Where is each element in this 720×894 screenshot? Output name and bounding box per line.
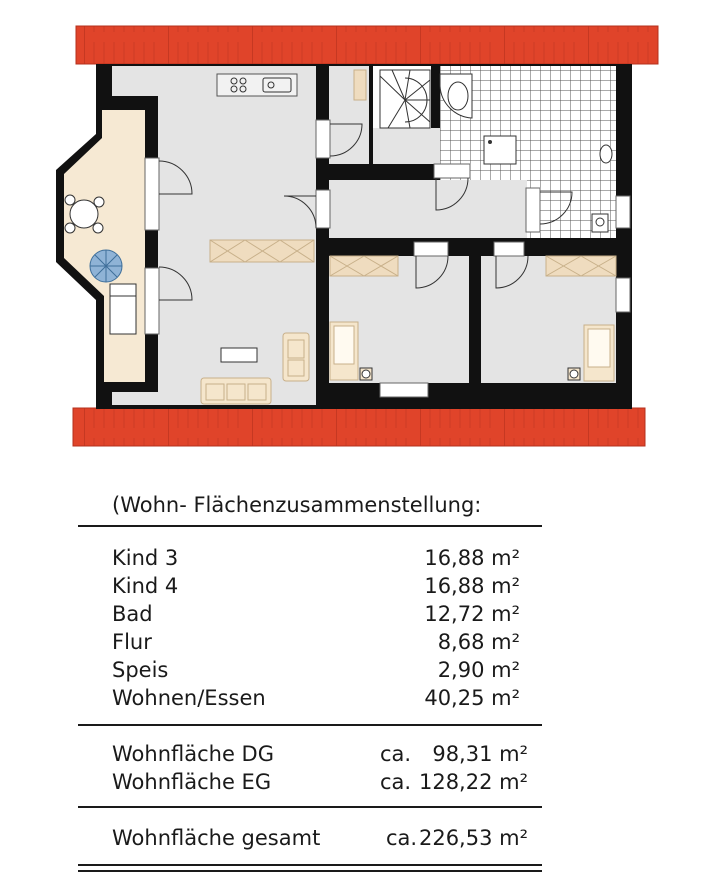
divider [78,724,542,726]
room-area: 16,88 m² [424,574,520,598]
window [145,268,159,334]
double-rule-bottom [78,870,542,872]
window [414,242,448,256]
room-area: 16,88 m² [424,546,520,570]
bed-icon [330,322,358,380]
hall-floor [329,180,527,238]
divider [78,525,542,527]
window [616,196,630,228]
roof-top [76,26,658,64]
total-prefix: ca. [386,826,418,850]
room-name: Kind 4 [112,574,179,598]
total-area: 226,53 m² [418,826,528,850]
parasol-icon [90,250,122,282]
window [316,120,330,158]
pantry-shelf [354,70,366,100]
sofa-icon [201,378,271,404]
toilet-icon [592,214,608,232]
floor-name: Wohnfläche EG [112,770,272,794]
room-area: 8,68 m² [437,630,520,654]
floor-prefix: ca. [380,742,412,766]
floor-area: 98,31 m² [432,742,528,766]
window [494,242,524,256]
wardrobe [330,256,398,276]
room-area: 2,90 m² [437,658,520,682]
total-name: Wohnfläche gesamt [112,826,321,850]
room-area: 12,72 m² [424,602,520,626]
bed-icon [584,325,614,381]
balcony-floor [64,110,145,382]
round-table-icon [65,195,104,233]
coffee-table [221,348,257,362]
floor-name: Wohnfläche DG [112,742,274,766]
room-name: Flur [112,630,152,654]
kitchen-counter [217,74,297,96]
stairs-icon [380,70,430,128]
room-name: Speis [112,658,169,682]
divider [78,806,542,808]
floor-prefix: ca. [380,770,412,794]
window [145,158,159,230]
room-name: Bad [112,602,153,626]
wardrobe [546,256,616,276]
roof-bottom [73,408,645,446]
room-area: 40,25 m² [424,686,520,710]
floor-area: 128,22 m² [418,770,528,794]
lamp-icon [568,368,580,380]
window [380,383,428,397]
window [526,188,540,232]
shower-icon [484,136,516,164]
armchair-icon [283,333,309,381]
room-name: Wohnen/Essen [112,686,266,710]
lamp-icon [360,368,372,380]
window [434,164,470,178]
room-name: Kind 3 [112,546,179,570]
window [316,190,330,228]
window [616,278,630,312]
double-rule-top [78,864,542,866]
summary-title: (Wohn- Flächenzusammenstellung: [112,493,482,517]
washbasin-icon [600,145,612,163]
sun-lounger [110,284,136,334]
